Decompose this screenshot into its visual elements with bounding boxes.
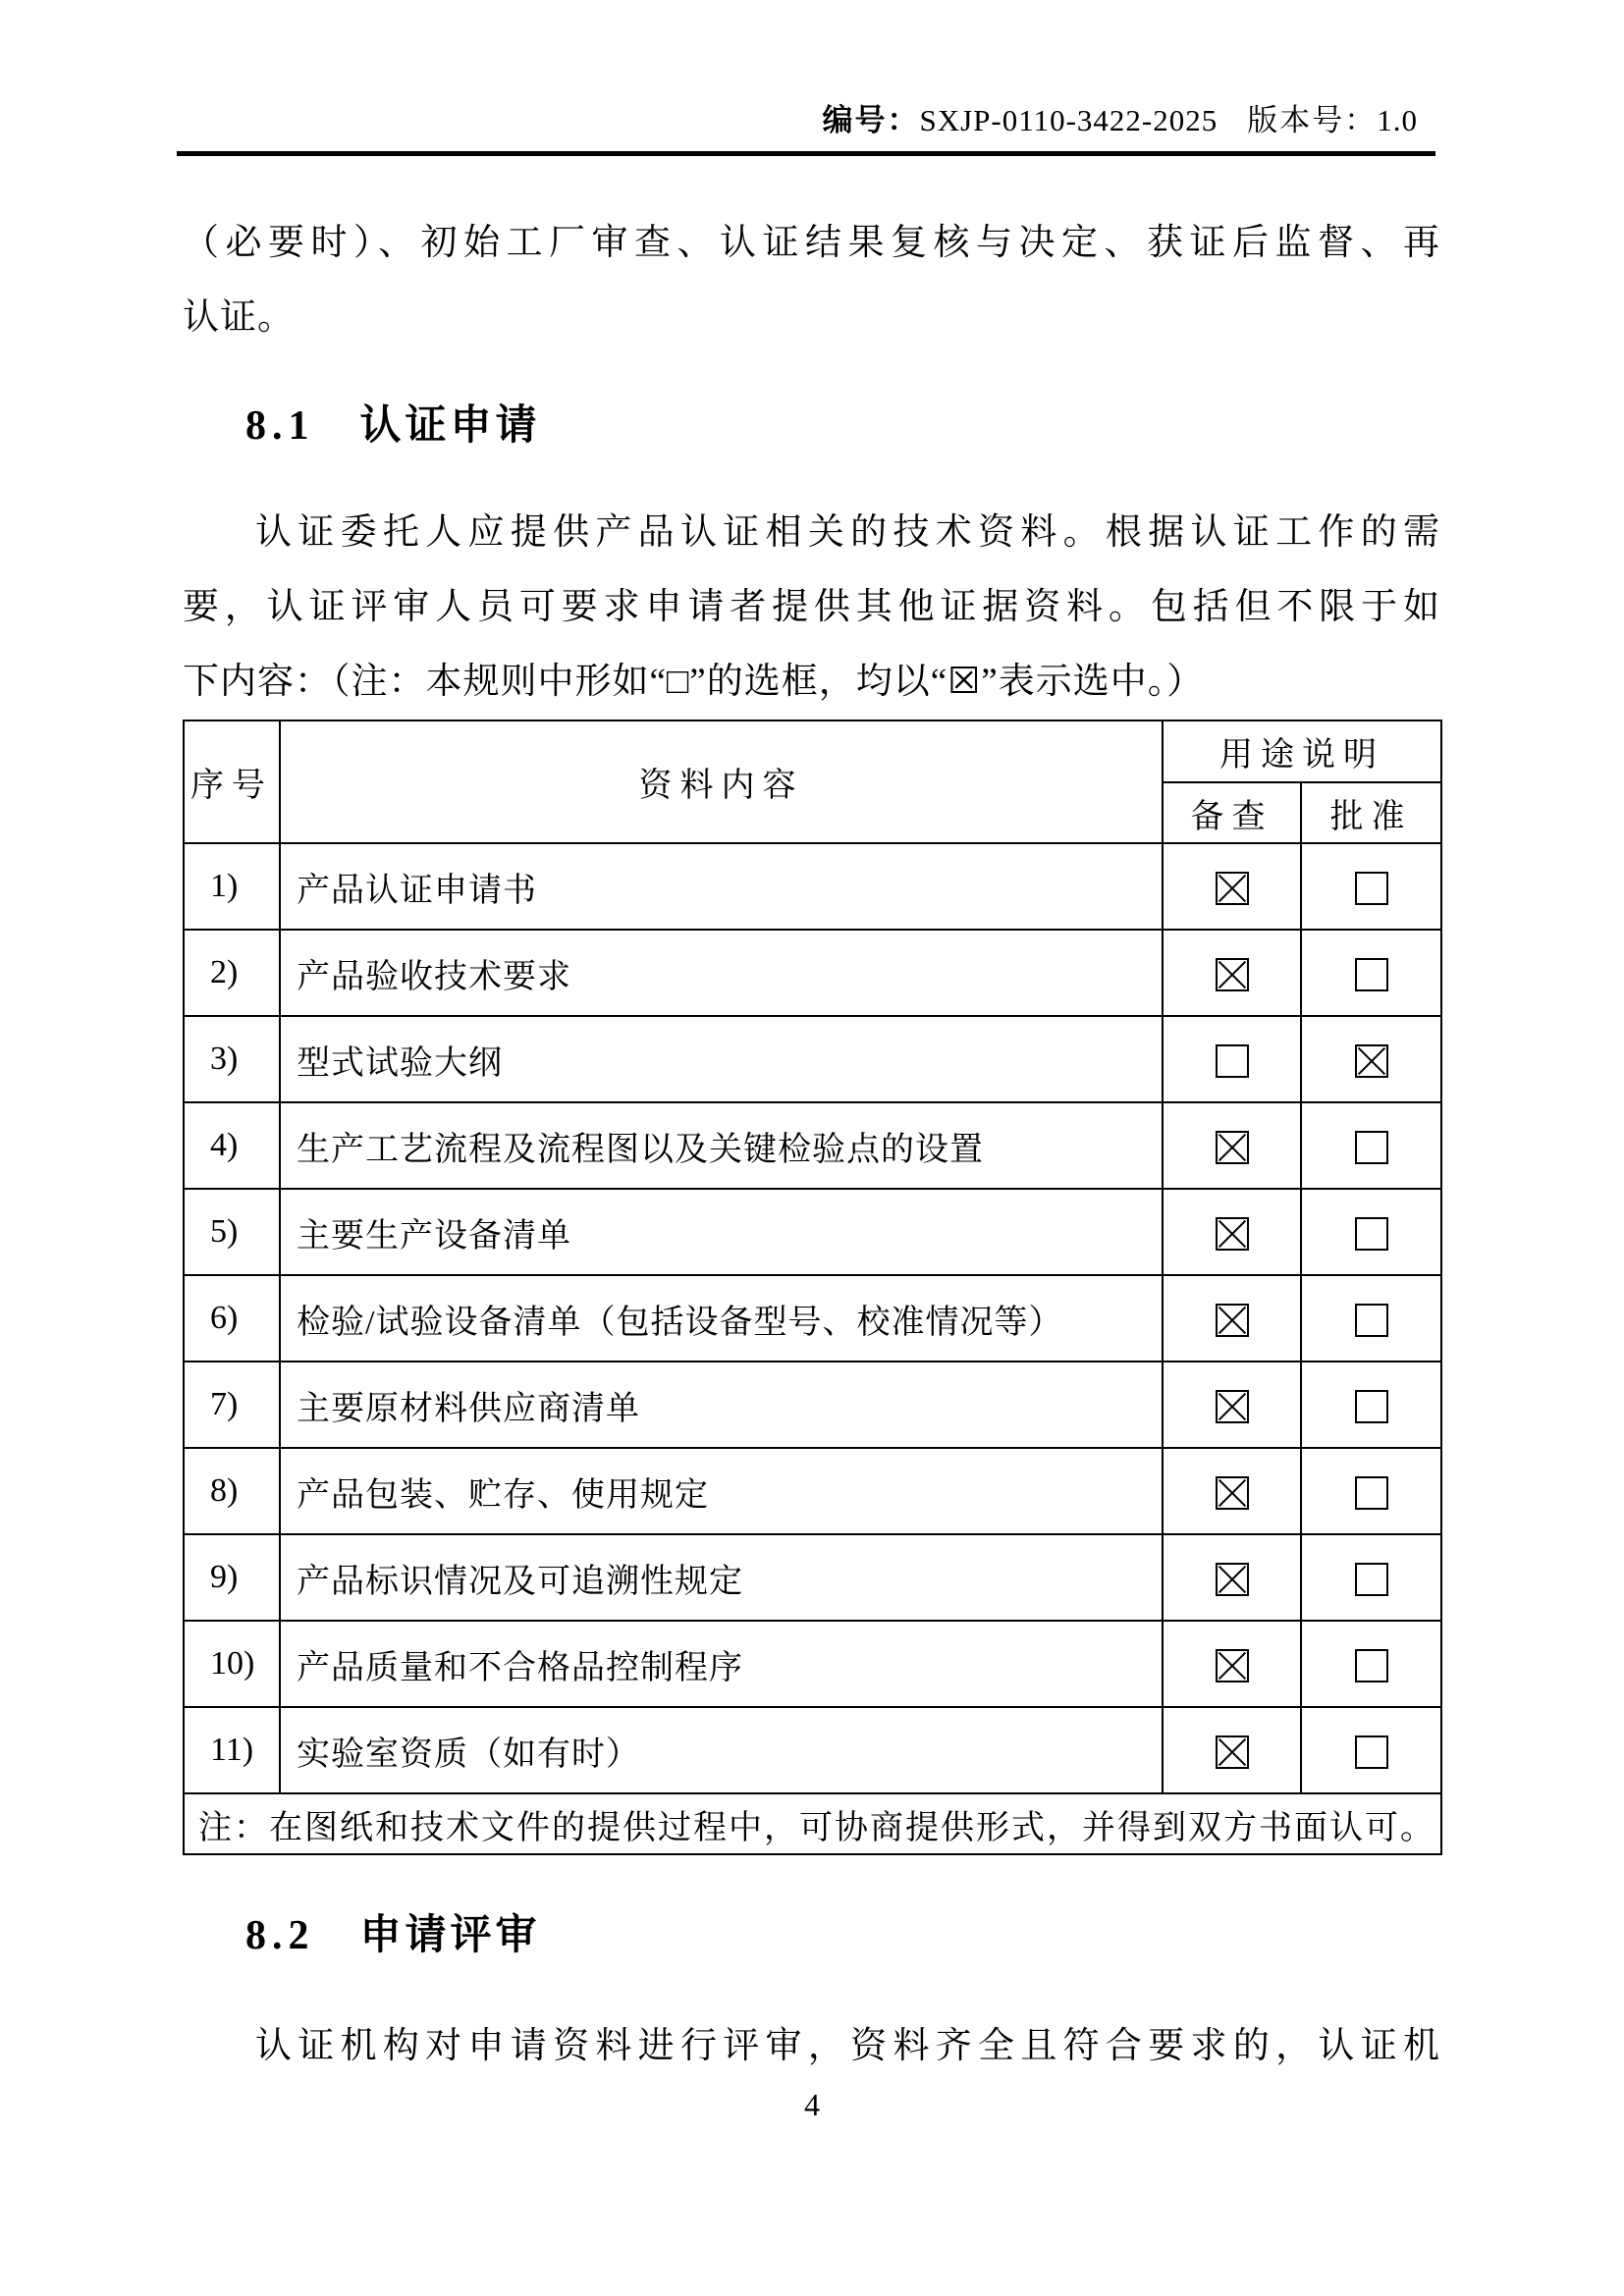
row-index: 8) xyxy=(184,1448,280,1534)
row-index: 11) xyxy=(184,1707,280,1793)
row-content: 主要生产设备清单 xyxy=(280,1189,1163,1275)
approve-checkbox-cell xyxy=(1301,1362,1441,1448)
record-checkbox-cell xyxy=(1163,843,1301,930)
materials-table xyxy=(183,720,1442,1855)
record-checkbox-cell xyxy=(1163,1621,1301,1707)
header-content: 资料内容 xyxy=(280,721,1163,843)
approve-checkbox-cell xyxy=(1301,1102,1441,1189)
table-row xyxy=(184,1275,1441,1362)
row-index: 9) xyxy=(184,1534,280,1621)
header-approve: 批准 xyxy=(1301,782,1441,843)
row-content: 产品质量和不合格品控制程序 xyxy=(280,1621,1163,1707)
version-value: 1.0 xyxy=(1377,103,1418,137)
paragraph-line: 认证机构对申请资料进行评审，资料齐全且符合要求的，认证机 xyxy=(255,2026,1440,2066)
row-content: 产品认证申请书 xyxy=(280,843,1163,930)
intro-paragraph xyxy=(183,206,1440,355)
row-content: 产品包装、贮存、使用规定 xyxy=(280,1448,1163,1534)
record-checkbox-cell xyxy=(1163,1275,1301,1362)
table-row xyxy=(184,1621,1441,1707)
row-index: 1) xyxy=(184,843,280,930)
row-content: 检验/试验设备清单（包括设备型号、校准情况等） xyxy=(280,1275,1163,1362)
table-row xyxy=(184,1448,1441,1534)
paragraph-line: 要，认证评审人员可要求申请者提供其他证据资料。包括但不限于如 xyxy=(183,587,1440,627)
checkbox-empty-icon xyxy=(1355,872,1388,905)
approve-checkbox-cell xyxy=(1301,1189,1441,1275)
checkbox-checked-icon xyxy=(1216,1476,1249,1510)
checkbox-checked-icon xyxy=(1216,1131,1249,1164)
checkbox-checked-icon xyxy=(1216,1304,1249,1337)
header-divider xyxy=(177,151,1435,156)
record-checkbox-cell xyxy=(1163,1016,1301,1102)
table-note-row xyxy=(184,1793,1441,1854)
header-record: 备查 xyxy=(1163,782,1301,843)
checkbox-empty-icon xyxy=(1355,1217,1388,1251)
row-index: 2) xyxy=(184,930,280,1016)
page-number: 4 xyxy=(804,2087,820,2122)
record-checkbox-cell xyxy=(1163,1102,1301,1189)
paragraph-line: 认证。 xyxy=(183,297,295,338)
checkbox-checked-icon xyxy=(1216,1649,1249,1682)
section-title: 认证申请 xyxy=(359,403,541,449)
record-checkbox-cell xyxy=(1163,1362,1301,1448)
row-index: 7) xyxy=(184,1362,280,1448)
row-index: 6) xyxy=(184,1275,280,1362)
section-number: 8.2 xyxy=(245,1913,315,1958)
section-title: 申请评审 xyxy=(359,1913,541,1958)
row-content: 生产工艺流程及流程图以及关键检验点的设置 xyxy=(280,1102,1163,1189)
approve-checkbox-cell xyxy=(1301,1448,1441,1534)
table-row xyxy=(184,930,1441,1016)
checkbox-checked-icon xyxy=(1216,958,1249,991)
section-8-1-paragraph xyxy=(183,496,1440,720)
row-index: 4) xyxy=(184,1102,280,1189)
paragraph-line: 下内容：（注：本规则中形如“□”的选框，均以“☒”表示选中。） xyxy=(183,662,1205,702)
checkbox-checked-icon xyxy=(1216,1217,1249,1251)
table-row xyxy=(184,1534,1441,1621)
checkbox-empty-icon xyxy=(1355,1131,1388,1164)
checkbox-empty-icon xyxy=(1355,1476,1388,1510)
version-label: 版本号： xyxy=(1247,103,1378,137)
approve-checkbox-cell xyxy=(1301,930,1441,1016)
table-row xyxy=(184,843,1441,930)
row-index: 3) xyxy=(184,1016,280,1102)
row-content: 产品验收技术要求 xyxy=(280,930,1163,1016)
record-checkbox-cell xyxy=(1163,1707,1301,1793)
record-checkbox-cell xyxy=(1163,1189,1301,1275)
approve-checkbox-cell xyxy=(1301,843,1441,930)
row-index: 5) xyxy=(184,1189,280,1275)
doc-number-label: 编号： xyxy=(822,103,920,137)
row-content: 实验室资质（如有时） xyxy=(280,1707,1163,1793)
checkbox-empty-icon xyxy=(1355,1390,1388,1423)
document-header xyxy=(183,98,1418,143)
approve-checkbox-cell xyxy=(1301,1621,1441,1707)
section-heading-8-1 xyxy=(183,399,1440,454)
approve-checkbox-cell xyxy=(1301,1016,1441,1102)
table-note: 注：在图纸和技术文件的提供过程中，可协商提供形式，并得到双方书面认可。 xyxy=(184,1793,1441,1854)
record-checkbox-cell xyxy=(1163,930,1301,1016)
doc-number-value: SXJP-0110-3422-2025 xyxy=(919,103,1218,137)
section-heading-8-2 xyxy=(183,1908,1440,1963)
row-content: 主要原材料供应商清单 xyxy=(280,1362,1163,1448)
section-8-2-paragraph xyxy=(183,2009,1440,2084)
table-row xyxy=(184,1016,1441,1102)
header-usage: 用途说明 xyxy=(1163,721,1441,782)
table-header-row xyxy=(184,721,1441,782)
checkbox-empty-icon xyxy=(1355,958,1388,991)
checkbox-checked-icon xyxy=(1216,1390,1249,1423)
record-checkbox-cell xyxy=(1163,1534,1301,1621)
approve-checkbox-cell xyxy=(1301,1275,1441,1362)
approve-checkbox-cell xyxy=(1301,1534,1441,1621)
row-content: 产品标识情况及可追溯性规定 xyxy=(280,1534,1163,1621)
section-number: 8.1 xyxy=(245,403,315,449)
checkbox-checked-icon xyxy=(1216,1563,1249,1596)
checkbox-empty-icon xyxy=(1355,1563,1388,1596)
checkbox-checked-icon xyxy=(1216,1735,1249,1769)
checkbox-empty-icon xyxy=(1355,1649,1388,1682)
row-content: 型式试验大纲 xyxy=(280,1016,1163,1102)
record-checkbox-cell xyxy=(1163,1448,1301,1534)
checkbox-empty-icon xyxy=(1355,1304,1388,1337)
paragraph-line: （必要时）、初始工厂审查、认证结果复核与决定、获证后监督、再 xyxy=(183,223,1440,263)
checkbox-checked-icon xyxy=(1355,1044,1388,1078)
row-index: 10) xyxy=(184,1621,280,1707)
table-row xyxy=(184,1707,1441,1793)
checkbox-checked-icon xyxy=(1216,872,1249,905)
table-row xyxy=(184,1189,1441,1275)
table-row xyxy=(184,1102,1441,1189)
checkbox-empty-icon xyxy=(1355,1735,1388,1769)
approve-checkbox-cell xyxy=(1301,1707,1441,1793)
checkbox-empty-icon xyxy=(1216,1044,1249,1078)
header-index: 序号 xyxy=(184,721,280,843)
paragraph-line: 认证委托人应提供产品认证相关的技术资料。根据认证工作的需 xyxy=(255,512,1440,553)
table-row xyxy=(184,1362,1441,1448)
